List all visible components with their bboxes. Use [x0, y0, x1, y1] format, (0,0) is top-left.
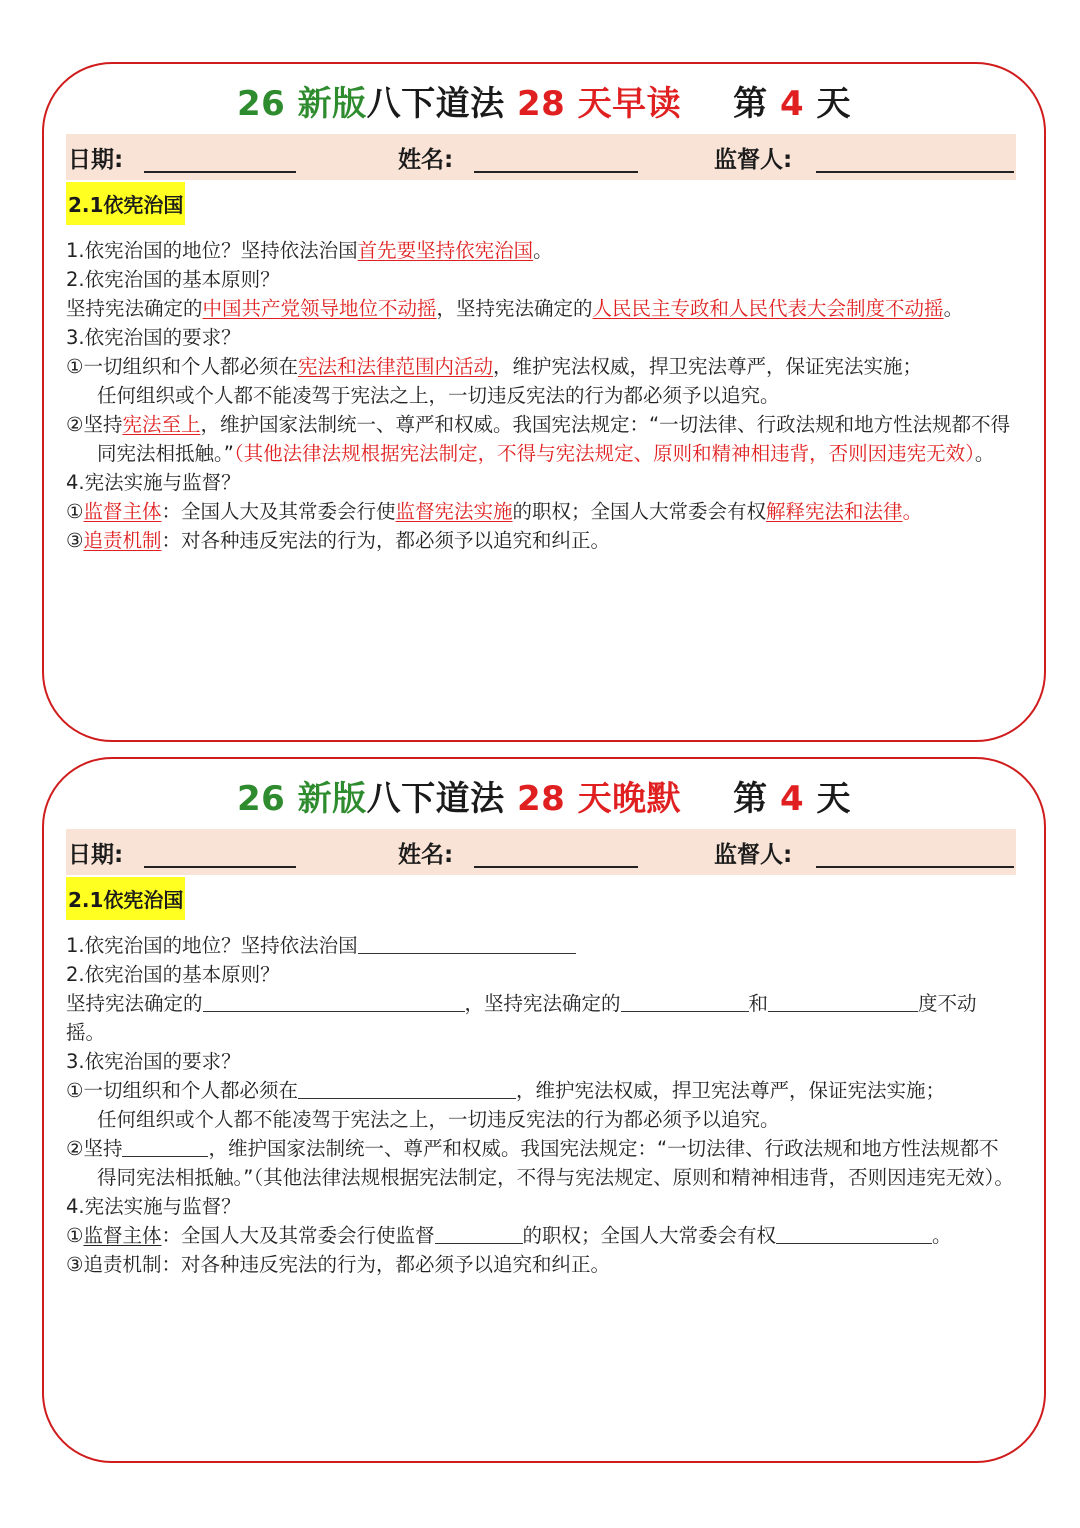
supervision-subject [66, 497, 1018, 526]
title-subject: 八下道法 [366, 84, 505, 124]
question-2: 2.依宪治国的基本原则？ [66, 963, 280, 986]
sup-mid2: 的职权；全国人大常委会有权 [522, 1224, 777, 1247]
sup-mid: ：全国人大及其常委会行使 [161, 500, 396, 523]
acc-post: ：对各种违反宪法的行为，都必须予以追究和纠正。 [161, 529, 611, 552]
sup-mid2: 的职权；全国人大常委会有权 [512, 500, 767, 523]
q2-blank-1[interactable] [203, 991, 465, 1012]
day-suffix: 天 [816, 84, 851, 124]
req1-post: ，维护宪法权威，捍卫宪法尊严，保证宪法实施； [515, 1079, 945, 1102]
req1-blank[interactable] [298, 1078, 516, 1099]
name-field[interactable] [398, 141, 453, 174]
date-blank-line[interactable] [144, 171, 296, 173]
day-prefix: 第 [733, 84, 768, 124]
name-field[interactable] [398, 836, 453, 869]
question-1 [66, 931, 1018, 960]
q1-text: 1.依宪治国的地位？坚持依法治国 [66, 934, 358, 957]
req2-pre: ②坚持 [66, 1137, 123, 1160]
q2-mid: ，坚持宪法确定的 [464, 992, 621, 1015]
day-number: 4 [779, 84, 805, 124]
q2-pre: 坚持宪法确定的 [66, 297, 203, 320]
card-content [66, 236, 1018, 555]
q2-answer-2: 人民民主专政和人民代表大会制度不动摇 [592, 297, 944, 320]
day-suffix: 天 [816, 779, 851, 819]
q2-tail: 度不动 [918, 992, 977, 1015]
question-4: 4.宪法实施与监督？ [66, 1195, 241, 1218]
req2-pre: ②坚持 [66, 413, 123, 436]
card-title [44, 76, 1044, 125]
supervisor-field[interactable] [714, 141, 792, 174]
day-number: 4 [779, 779, 805, 819]
section-badge: 2.1依宪治国 [66, 182, 185, 225]
q2-blank-3[interactable] [768, 991, 918, 1012]
supervisor-label: 监督人: [714, 842, 793, 868]
question-2-answer [66, 294, 1018, 323]
question-2-answer [66, 989, 1018, 1018]
question-3: 3.依宪治国的要求？ [66, 1050, 241, 1073]
q1-answer: 首先要坚持依宪治国 [357, 239, 534, 262]
q2-mid: ，坚持宪法确定的 [436, 297, 593, 320]
requirement-1 [66, 352, 1018, 381]
accountability [66, 526, 1018, 555]
card-content [66, 931, 1018, 1279]
q2-pre: 坚持宪法确定的 [66, 992, 203, 1015]
title-prefix: 26 新版 [236, 84, 367, 124]
sup-marker: ① [66, 1224, 84, 1247]
acc-marker: ③ [66, 529, 84, 552]
req1-pre: ①一切组织和个人都必须在 [66, 355, 298, 378]
req1-pre: ①一切组织和个人都必须在 [66, 1079, 298, 1102]
requirement-1 [66, 1076, 1018, 1105]
supervisor-label: 监督人: [714, 147, 793, 173]
date-label: 日期: [68, 842, 124, 868]
sup-blank-1[interactable] [435, 1223, 523, 1244]
q1-text: 1.依宪治国的地位？坚持依法治国 [66, 239, 358, 262]
title-prefix: 26 新版 [236, 779, 367, 819]
name-blank-line[interactable] [474, 866, 638, 868]
sup-end: 。 [932, 1224, 952, 1247]
section-badge: 2.1依宪治国 [66, 877, 185, 920]
sup-label: 监督主体 [83, 500, 162, 523]
q1-period: 。 [533, 239, 553, 262]
q2-and: 和 [748, 992, 769, 1015]
morning-reading-card [42, 62, 1046, 742]
name-label: 姓名: [398, 147, 454, 173]
req2-note: （其他法律法规根据宪法制定，不得与宪法规定、原则和精神相违背，否则因违宪无效） [233, 442, 975, 465]
supervision-subject [66, 1221, 1018, 1250]
supervisor-field[interactable] [714, 836, 792, 869]
requirement-1-line2: 任何组织或个人都不能凌驾于宪法之上，一切违反宪法的行为都必须予以追究。 [97, 1108, 780, 1131]
sup-label: 监督主体 [83, 1224, 162, 1247]
q1-blank[interactable] [358, 933, 576, 954]
sup-marker: ① [66, 500, 84, 523]
sup-mid: ：全国人大及其常委会行使监督 [161, 1224, 435, 1247]
requirement-2 [66, 1134, 1018, 1192]
requirement-1-line2: 任何组织或个人都不能凌驾于宪法之上，一切违反宪法的行为都必须予以追究。 [97, 384, 780, 407]
supervisor-blank-line[interactable] [816, 866, 1014, 868]
title-subject: 八下道法 [366, 779, 505, 819]
question-1 [66, 236, 1018, 265]
sup-end: 。 [902, 500, 923, 523]
question-3: 3.依宪治国的要求？ [66, 326, 241, 349]
title-highlight: 28 天早读 [516, 84, 682, 124]
req2-post: ，维护国家法制统一、尊严和权威。我国宪法规定：“一切法律、行政法规和地方性法规都不得同宪法相抵触。”（其他法律法规根据宪法制定，不得与宪法规定、原则和精神相违背，否则因违宪无效）。 [97, 1137, 1014, 1189]
q2-blank-2[interactable] [621, 991, 749, 1012]
name-label: 姓名: [398, 842, 454, 868]
q2-period: 。 [943, 297, 964, 320]
accountability: ③追责机制：对各种违反宪法的行为，都必须予以追究和纠正。 [66, 1253, 610, 1276]
date-label: 日期: [68, 147, 124, 173]
date-blank-line[interactable] [144, 866, 296, 868]
sup-blank-2[interactable] [776, 1223, 932, 1244]
question-4: 4.宪法实施与监督？ [66, 471, 241, 494]
req2-post: ，维护国家法制统一、尊严和权威。我国宪法规定：“一切法律、行政法规和地方性法规都不得同宪法相抵触。” [97, 413, 1011, 465]
date-field[interactable] [68, 836, 123, 869]
req2-end: 。 [974, 442, 995, 465]
req1-answer: 宪法和法律范围内活动 [297, 355, 493, 378]
supervisor-blank-line[interactable] [816, 171, 1014, 173]
evening-dictation-card [42, 757, 1046, 1463]
info-bar [66, 829, 1016, 875]
day-prefix: 第 [733, 779, 768, 819]
question-2: 2.依宪治国的基本原则？ [66, 268, 280, 291]
req2-answer: 宪法至上 [122, 413, 201, 436]
info-bar [66, 134, 1016, 180]
q2-answer-1: 中国共产党领导地位不动摇 [202, 297, 437, 320]
req1-post: ，维护宪法权威，捍卫宪法尊严，保证宪法实施； [493, 355, 923, 378]
req2-blank[interactable] [122, 1136, 208, 1157]
sup-answer-1: 监督宪法实施 [395, 500, 513, 523]
acc-label: 追责机制 [83, 529, 162, 552]
title-highlight: 28 天晚默 [516, 779, 682, 819]
requirement-2 [66, 410, 1018, 468]
card-title [44, 771, 1044, 820]
date-field[interactable] [68, 141, 123, 174]
sup-answer-2: 解释宪法和法律 [766, 500, 903, 523]
question-2-end: 摇。 [66, 1021, 106, 1044]
name-blank-line[interactable] [474, 171, 638, 173]
